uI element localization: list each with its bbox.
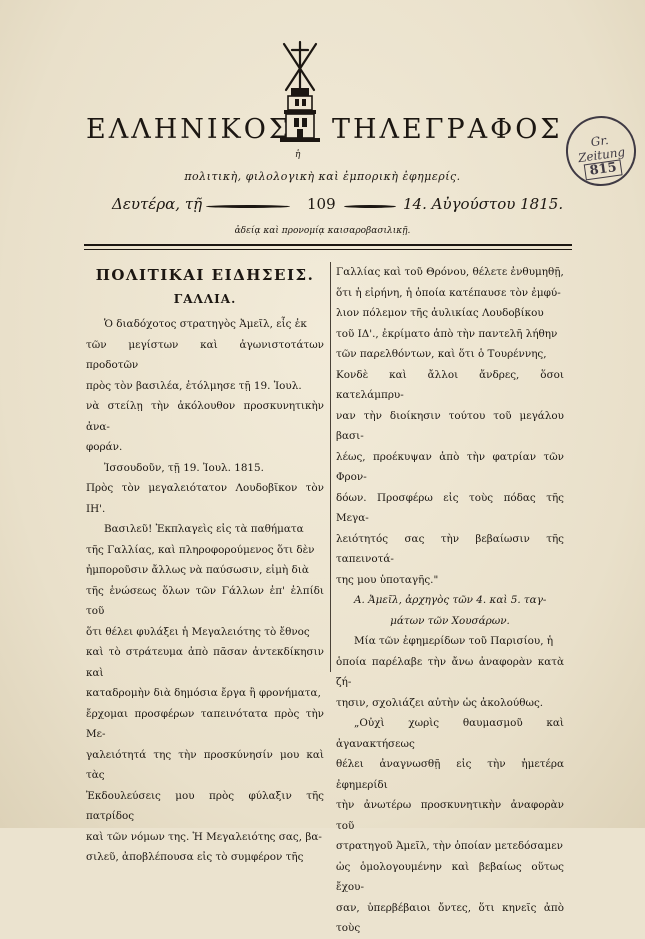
text-line: Γαλλίας καὶ τοῦ Θρόνου, θέλετε ἐνθυμηθῇ, <box>336 266 564 278</box>
masthead-rule-thick <box>84 244 572 246</box>
country-heading: ΓΑΛΛΙΑ. <box>173 292 237 306</box>
text-line: θέλει ἀναγνωσθῇ εἰς τὴν ἡμετέρα ἐφημερίδι <box>336 758 564 791</box>
text-line: ὅτι θέλει φυλάξει ἡ Μεγαλειότης τὸ ἔθνος <box>86 625 310 638</box>
text-line: ὅτι ἡ εἰρήνη, ἡ ὁποία κατέπαυσε τὸν ἐμφύ- <box>336 286 561 299</box>
text-line: „Οὐχὶ χωρὶς θαυμασμοῦ καὶ ἀγανακτήσεως <box>336 717 564 750</box>
text-line: στρατηγοῦ Ἀμεῖλ, τὴν ὁποίαν μετεδόσαμεν <box>336 840 563 852</box>
masthead-title-left: ΕΛΛΗΝΙΚΟΣ <box>86 114 291 145</box>
text-line: Ὁ διαδόχοτος στρατηγὸς Ἀμεῖλ, εἷς ἐκ <box>104 318 307 330</box>
text-line: τῆς ἑνώσεως ὅλων τῶν Γάλλων ἐπ' ἐλπίδι τοῦ <box>86 584 324 617</box>
text-line: Κονδὲ καὶ ἄλλοι ἄνδρες, ὅσοι κατελάμπρυ- <box>336 368 564 401</box>
text-line: λέως, προέκυψαν ἀπὸ τὴν φατρίαν τῶν Φρον- <box>336 450 564 483</box>
text-line: λιον πόλεμον τῆς ἀυλικίας Λουδοβίκου <box>336 307 544 319</box>
text-line: τῆς Γαλλίας, καὶ πληροφορούμενος ὅτι δὲν <box>86 543 315 556</box>
text-line: ὡς ὁμολογουμένην καὶ βεβαίως οὕτως ἔχου- <box>336 860 564 893</box>
text-line: σαν, ὑπερβέβαιοι ὄντες, ὅτι κηνεῖς ἀπὸ τοὺς <box>336 901 564 934</box>
text-line: σιλεῦ, ἀποβλέπουσα εἰς τὸ συμφέρον τῆς <box>86 851 304 863</box>
issue-date: 14. Αὐγούστου 1815. <box>403 195 564 213</box>
text-line: φοράν. <box>86 441 123 453</box>
text-line: γαλειότητά της τὴν προσκύνησίν μου καὶ τὰς <box>86 748 324 781</box>
text-line: Ἰσσουδοῦν, τῇ 19. Ἰουλ. 1815. <box>104 461 264 474</box>
text-line: καὶ τῶν νόμων της. Ἡ Μεγαλειότης σας, βα- <box>86 830 322 843</box>
text-line: Μία τῶν ἐφημερίδων τοῦ Παρισίου, ἡ <box>354 635 554 647</box>
signature-line: μάτων τῶν Χουσάρων. <box>390 614 510 627</box>
text-line: καταδρομὴν διὰ δημόσια ἔργα ἢ φρονήματα, <box>86 687 321 699</box>
ornamental-dash-right <box>344 205 396 208</box>
text-line: πρὸς τὸν βασιλέα, ἐτόλμησε τῇ 19. Ἰουλ. <box>86 379 302 392</box>
text-line: τὴν ἀνωτέρω προσκυνητικὴν ἀναφορὰν τοῦ <box>336 799 564 832</box>
masthead-rule-thin <box>84 249 572 250</box>
text-line: Βασιλεῦ! Ἐκπλαγεὶς εἰς τὰ παθήματα <box>104 523 304 535</box>
text-line: Ἐκδουλεύσεις μου πρὸς φύλαξιν τῆς πατρίδος <box>86 789 324 822</box>
text-line: ναν τὴν διοίκησιν τούτου τοῦ μεγάλου βασι- <box>336 409 564 442</box>
text-line: τοῦ ΙΔ'., ἐκρίματο ἀπὸ τὴν παντελῆ λήθην <box>336 327 558 340</box>
issue-date-weekday: Δευτέρα, τῇ <box>112 195 203 213</box>
text-line: τῶν παρελθόντων, καὶ ὅτι ὁ Τουρέννης, <box>336 348 547 360</box>
issue-number: 109 <box>307 195 336 213</box>
section-title: ΠΟΛΙΤΙΚΑΙ ΕΙΔΗΣΕΙΣ. <box>95 266 315 284</box>
text-line: της μου ὑποταγῆς." <box>336 573 439 586</box>
text-line: καὶ τὸ στράτευμα ἀπὸ πᾶσαν ἀντεκδίκησιν καὶ <box>86 646 324 679</box>
masthead-conjunction: ἡ <box>295 150 301 160</box>
text-line: ἔρχομαι προσφέρων ταπεινότατα πρὸς τὴν Με- <box>86 707 324 740</box>
ornamental-dash-left <box>206 205 290 208</box>
text-line: λειότητός σας τὴν βεβαίωσιν τῆς ταπεινοτά- <box>336 532 564 565</box>
left-column <box>86 262 324 868</box>
text-line: τῶν μεγίστων καὶ ἀγωνιστοτάτων προδοτῶν <box>86 338 324 371</box>
column-divider <box>330 262 331 672</box>
stamp-year: 815 <box>584 159 623 180</box>
signature-line: Α. Ἀμεῖλ, ἀρχηγὸς τῶν 4. καὶ 5. ταγ- <box>354 594 547 606</box>
license-line: ἀδείᾳ καὶ προνομίᾳ καισαροβασιλικῇ. <box>234 226 411 236</box>
text-line: ἠμποροῦσιν ἄλλως νὰ παύσωσιν, εἰμὴ διὰ <box>86 564 309 576</box>
text-line: Πρὸς τὸν μεγαλειότατον Λουδοβῖκον τὸν ΙΗ'. <box>86 482 324 515</box>
text-line: τησιν, σχολιάζει αὐτὴν ὡς ἀκολούθως. <box>336 696 544 709</box>
masthead-title-right: ΤΗΛΕΓΡΑΦΟΣ <box>332 114 563 145</box>
stamp-text: Gr. Zeitung <box>577 132 626 166</box>
text-line: νὰ στείλῃ τὴν ἀκόλουθον προσκυνητικὴν ἀνα- <box>86 400 324 433</box>
text-line: δόων. Προσφέρω εἰς τοὺς πόδας τῆς Μεγα- <box>336 491 564 524</box>
masthead-subtitle: πολιτικὴ, φιλολογικὴ καὶ ἐμπορικὴ ἐφημερίς. <box>184 170 461 183</box>
text-line: ὁποία παρέλαβε τὴν ἄνω ἀναφορὰν κατὰ ζή- <box>336 655 564 688</box>
right-column <box>336 262 564 939</box>
